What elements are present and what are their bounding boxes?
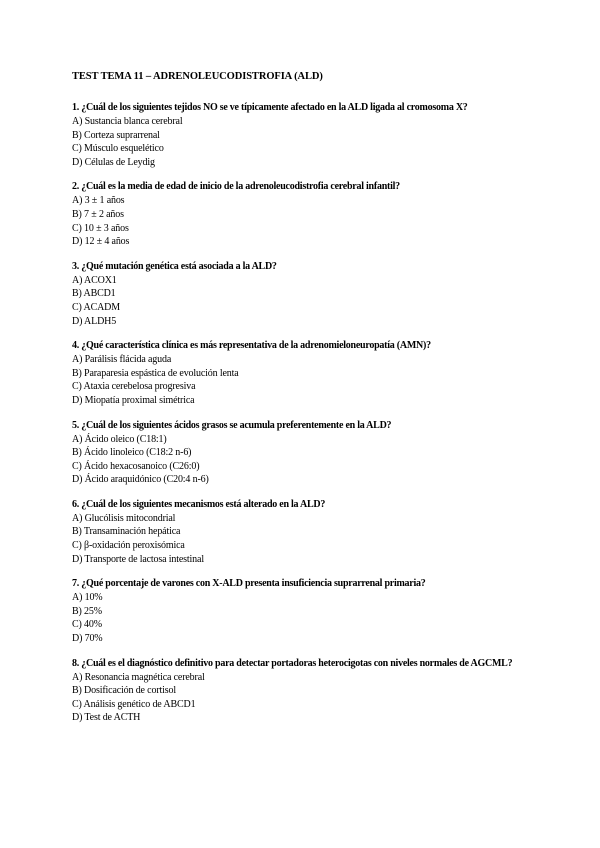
option-a: A) Ácido oleico (C18:1) [72,433,167,445]
question-text: 8. ¿Cuál es el diagnóstico definitivo para detectar portadoras heterocigotas con niveles normales de AGCML? [72,657,513,669]
question-1 [72,102,532,169]
option-b: B) Dosificación de cortisol [72,685,176,697]
option-d: D) 12 ± 4 años [72,236,130,248]
question-4 [72,340,532,407]
option-c: C) Ácido hexacosanoico (C26:0) [72,460,200,472]
question-text: 4. ¿Qué característica clínica es más representativa de la adrenomieloneuropatía (AMN)? [72,340,431,352]
option-b: B) Corteza suprarrenal [72,129,160,141]
option-b: B) Paraparesia espástica de evolución lenta [72,367,239,379]
page-title: TEST TEMA 11 – ADRENOLEUCODISTROFIA (ALD) [72,71,323,82]
option-d: D) ALDH5 [72,315,117,327]
question-5 [72,420,532,487]
option-c: C) 40% [72,619,102,631]
option-d: D) Transporte de lactosa intestinal [72,553,204,565]
option-a: A) Resonancia magnética cerebral [72,671,205,683]
option-c: C) Músculo esquelético [72,143,164,155]
option-a: A) Sustancia blanca cerebral [72,116,183,127]
option-c: C) ACADM [72,301,120,313]
option-c: C) β-oxidación peroxisómica [72,540,185,552]
question-6 [72,499,532,566]
option-d: D) 70% [72,633,103,645]
option-b: B) 25% [72,605,102,617]
option-b: B) Ácido linoleico (C18:2 n-6) [72,447,192,459]
option-b: B) Transaminación hepática [72,526,181,538]
question-7 [72,578,532,645]
document-page [72,70,532,737]
option-d: D) Células de Leydig [72,156,155,168]
question-2 [72,181,532,248]
option-a: A) 10% [72,592,103,604]
question-text: 7. ¿Qué porcentaje de varones con X-ALD presenta insuficiencia suprarrenal primaria? [72,578,426,590]
question-text: 5. ¿Cuál de los siguientes ácidos grasos se acumula preferentemente en la ALD? [72,419,392,431]
option-a: A) Parálisis flácida aguda [72,354,172,366]
question-text: 1. ¿Cuál de los siguientes tejidos NO se ve típicamente afectado en la ALD ligada al cromosoma X? [72,102,468,113]
option-a: A) Glucólisis mitocondrial [72,512,176,524]
question-3 [72,261,532,328]
question-8 [72,658,532,725]
option-c: C) Ataxia cerebelosa progresiva [72,381,196,393]
option-d: D) Miopatía proximal simétrica [72,394,195,406]
option-d: D) Test de ACTH [72,712,141,724]
question-text: 3. ¿Qué mutación genética está asociada a la ALD? [72,260,277,272]
question-text: 6. ¿Cuál de los siguientes mecanismos está alterado en la ALD? [72,498,326,510]
option-c: C) 10 ± 3 años [72,222,129,234]
question-text: 2. ¿Cuál es la media de edad de inicio de la adrenoleucodistrofia cerebral infantil? [72,181,400,193]
option-a: A) 3 ± 1 años [72,195,125,207]
option-b: B) ABCD1 [72,288,116,300]
option-a: A) ACOX1 [72,274,117,286]
option-d: D) Ácido araquidónico (C20:4 n-6) [72,474,209,486]
option-b: B) 7 ± 2 años [72,208,124,220]
option-c: C) Análisis genético de ABCD1 [72,698,196,710]
